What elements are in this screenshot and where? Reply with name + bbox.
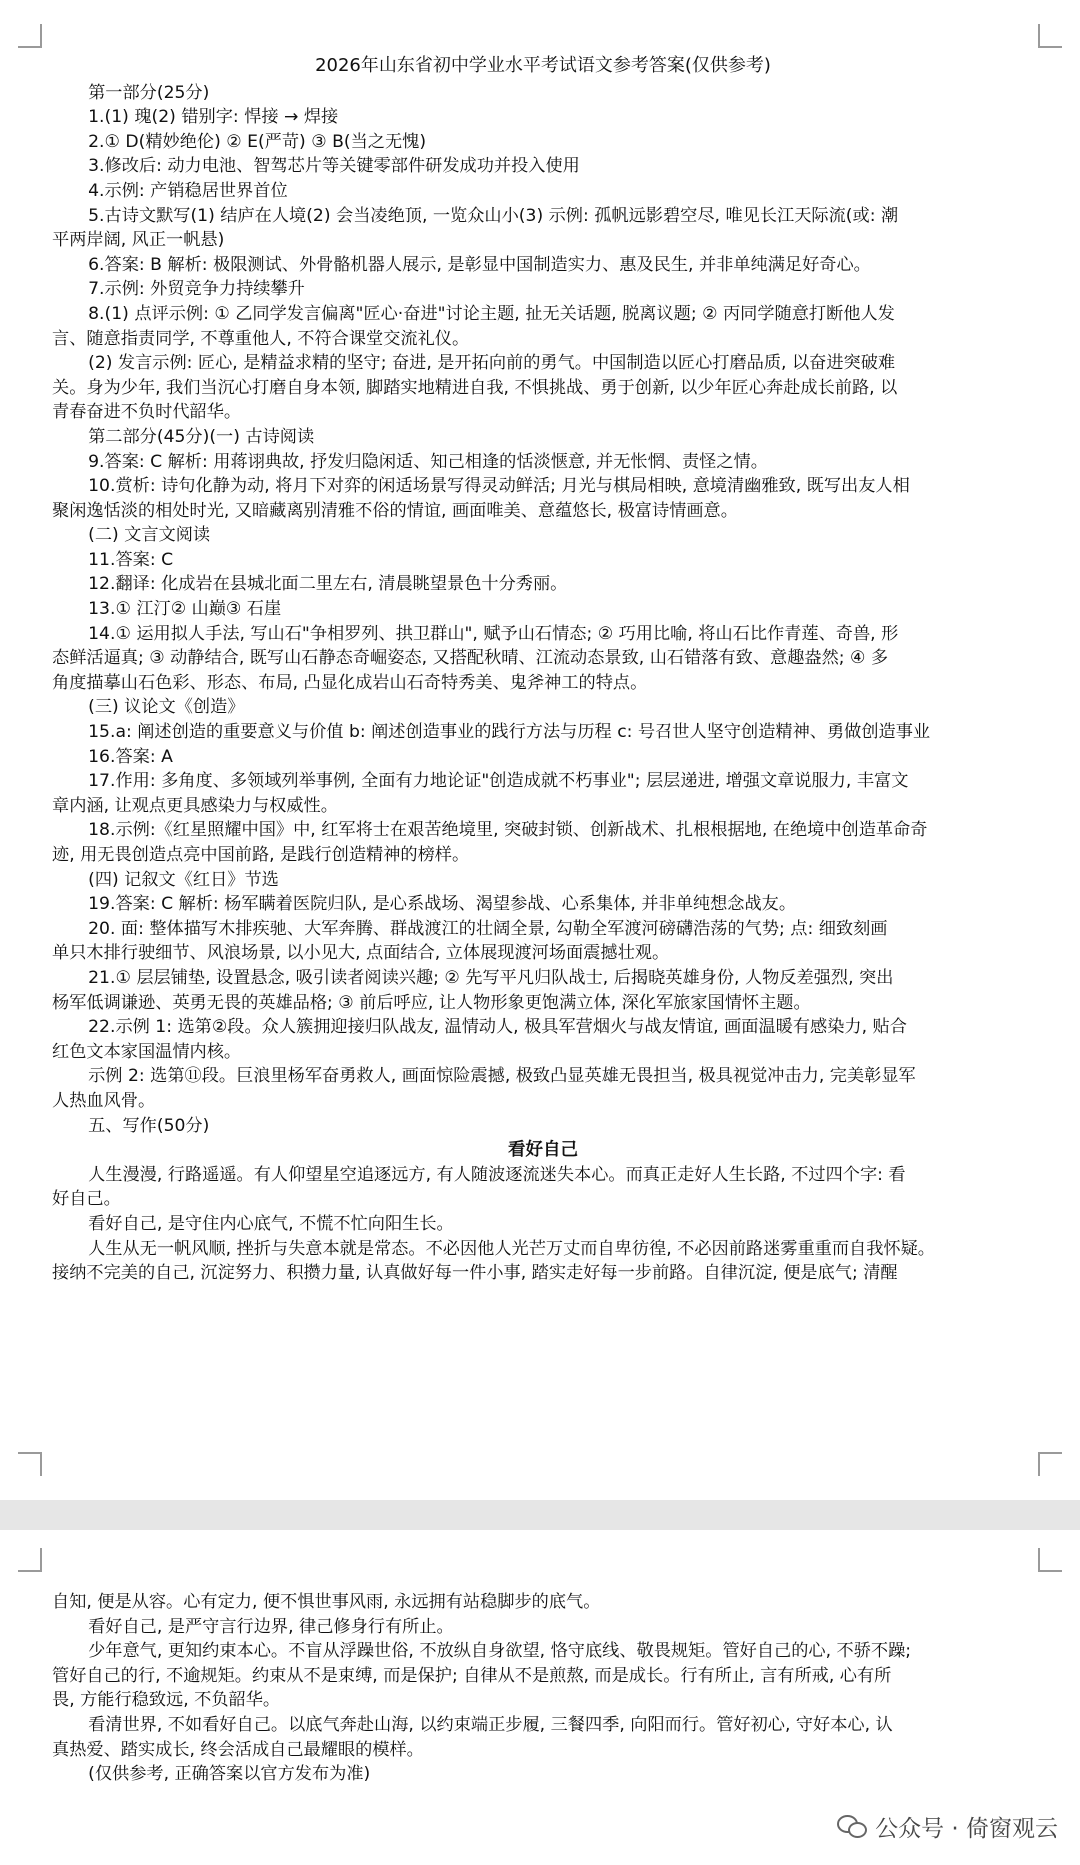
essay-title: 看好自己 [508, 1140, 578, 1161]
text-line: 好自己。 [52, 1189, 121, 1210]
text-line: 21.① 层层铺垫, 设置悬念, 吸引读者阅读兴趣; ② 先写平凡归队战士, 后揭晓英雄身份, 人物反差强烈, 突出 [88, 967, 894, 988]
text-line: 畏, 方能行稳致远, 不负韶华。 [52, 1690, 281, 1711]
text-line: 18.示例:《红星照耀中国》中, 红军将士在艰苦绝境里, 突破封锁、创新战术、扎根根据地, 在绝境中创造革命奇 [88, 820, 928, 841]
text-line: 人热血风骨。 [52, 1090, 156, 1111]
text-line: 红色文本家国温情内核。 [52, 1041, 242, 1062]
text-line: 聚闲逸恬淡的相处时光, 又暗藏离别清雅不俗的情谊, 画面唯美、意蕴悠长, 极富诗情画意。 [52, 500, 738, 521]
text-line: 22.示例 1: 选第②段。众人簇拥迎接归队战友, 温情动人, 极具军营烟火与战友情谊, 画面温暖有感染力, 贴合 [88, 1017, 907, 1038]
text-line: 看好自己, 是守住内心底气, 不慌不忙向阳生长。 [88, 1213, 454, 1234]
text-line: 13.① 江汀② 山巅③ 石崖 [88, 599, 282, 620]
text-line: 看清世界, 不如看好自己。以底气奔赴山海, 以约束端正步履, 三餐四季, 向阳而行。管好初心, 守好本心, 认 [88, 1714, 893, 1735]
text-line: 章内涵, 让观点更具感染力与权威性。 [52, 795, 338, 816]
text-line: (三) 议论文《创造》 [88, 697, 245, 718]
text-line: 7.示例: 外贸竞争力持续攀升 [88, 279, 305, 300]
text-line: 4.示例: 产销稳居世界首位 [88, 180, 288, 201]
text-line: (四) 记叙文《红日》节选 [88, 869, 279, 890]
text-line: (2) 发言示例: 匠心, 是精益求精的坚守; 奋进, 是开拓向前的勇气。中国制造以匠心打磨品质, 以奋进突破难 [88, 353, 896, 374]
text-line: 20. 面: 整体描写木排疾驰、大军奔腾、群战渡江的壮阔全景, 勾勒全军渡河磅礴浩荡的气势; 点: 细致刻画 [88, 918, 888, 939]
page-1-content [52, 54, 1034, 1286]
page-separator [0, 1500, 1080, 1530]
text-line: 平两岸阔, 风正一帆悬) [52, 230, 225, 251]
text-line: 角度描摹山石色彩、形态、布局, 凸显化成岩山石奇特秀美、鬼斧神工的特点。 [52, 672, 648, 693]
text-line: 接纳不完美的自己, 沉淀努力、积攒力量, 认真做好每一件小事, 踏实走好每一步前路。自律沉淀, 便是底气; 清醒 [52, 1263, 898, 1284]
text-line: 迹, 用无畏创造点亮中国前路, 是践行创造精神的榜样。 [52, 845, 470, 865]
text-line: 关。身为少年, 我们当沉心打磨自身本领, 脚踏实地精进自我, 不惧挑战、勇于创新, 以少年匠心奔赴成长前路, 以 [52, 377, 898, 398]
crop-mark-top-right [1038, 24, 1062, 48]
text-line: 五、写作(50分) [88, 1115, 210, 1136]
answer-lines [52, 81, 1034, 1139]
crop-mark-top-right [1038, 1548, 1062, 1572]
text-line: 17.作用: 多角度、多领域列举事例, 全面有力地论证"创造成就不朽事业"; 层层递进, 增强文章说服力, 丰富文 [88, 771, 909, 792]
crop-mark-top-left [18, 24, 42, 48]
text-line: (仅供参考, 正确答案以官方发布为准) [88, 1764, 371, 1785]
text-line: 9.答案: C 解析: 用蒋诩典故, 抒发归隐闲适、知己相逢的恬淡惬意, 并无怅惘、责怪之情。 [88, 451, 768, 472]
text-line: 自知, 便是从容。心有定力, 便不惧世事风雨, 永远拥有站稳脚步的底气。 [52, 1592, 601, 1612]
wechat-watermark [837, 1810, 1058, 1843]
text-line: 16.答案: A [88, 746, 173, 767]
crop-mark-bottom-left [18, 1452, 42, 1476]
crop-mark-top-left [18, 1548, 42, 1572]
text-line: 1.(1) 瑰(2) 错别字: 悍接 → 焊接 [88, 107, 339, 128]
text-line: 言、随意指责同学, 不尊重他人, 不符合课堂交流礼仪。 [52, 328, 470, 349]
text-line: 第一部分(25分) [88, 82, 210, 103]
text-line: 真热爱、踏实成长, 终会活成自己最耀眼的模样。 [52, 1739, 424, 1760]
text-line: 15.a: 阐述创造的重要意义与价值 b: 阐述创造事业的践行方法与历程 c: 号召世人坚守创造精神、勇做创造事业 [88, 722, 931, 743]
page-2-content [52, 1590, 1034, 1787]
text-line: 12.翻译: 化成岩在县城北面二里左右, 清晨眺望景色十分秀丽。 [88, 574, 568, 595]
text-line: (二) 文言文阅读 [88, 525, 211, 546]
text-line: 11.答案: C [88, 549, 174, 570]
document-title: 2026年山东省初中学业水平考试语文参考答案(仅供参考) [315, 55, 771, 76]
text-line: 2.① D(精妙绝伦) ② E(严苛) ③ B(当之无愧) [88, 131, 427, 152]
text-line: 8.(1) 点评示例: ① 乙同学发言偏离"匠心·奋进"讨论主题, 扯无关话题, 脱离议题; ② 丙同学随意打断他人发 [88, 303, 895, 324]
text-line: 6.答案: B 解析: 极限测试、外骨骼机器人展示, 是彰显中国制造实力、惠及民生, 并非单纯满足好奇心。 [88, 254, 871, 275]
text-line: 态鲜活逼真; ③ 动静结合, 既写山石静态奇崛姿态, 又搭配秋晴、江流动态景致, 山石错落有致、意趣盎然; ④ 多 [52, 648, 889, 669]
text-line: 第二部分(45分)(一) 古诗阅读 [88, 426, 315, 447]
document-page-2 [0, 1530, 1080, 1865]
text-line: 14.① 运用拟人手法, 写山石"争相罗列、拱卫群山", 赋予山石情态; ② 巧用比喻, 将山石比作青莲、奇兽, 形 [88, 623, 899, 644]
text-line: 10.赏析: 诗句化静为动, 将月下对弈的闲适场景写得灵动鲜活; 月光与棋局相映, 意境清幽雅致, 既写出友人相 [88, 476, 910, 497]
text-line: 人生漫漫, 行路遥遥。有人仰望星空追逐远方, 有人随波逐流迷失本心。而真正走好人生长路, 不过四个字: 看 [88, 1164, 906, 1185]
watermark-text: 公众号 · 倚窗观云 [875, 1816, 1058, 1842]
text-line: 单只木排行驶细节、风浪场景, 以小见大, 点面结合, 立体展现渡河场面震撼壮观。 [52, 943, 670, 964]
essay-lines [52, 1163, 1034, 1286]
text-line: 3.修改后: 动力电池、智驾芯片等关键零部件研发成功并投入使用 [88, 156, 580, 177]
text-line: 示例 2: 选第⑪段。巨浪里杨军奋勇救人, 画面惊险震撼, 极致凸显英雄无畏担当, 极具视觉冲击力, 完美彰显军 [88, 1066, 916, 1087]
crop-mark-bottom-right [1038, 1452, 1062, 1476]
text-line: 少年意气, 更知约束本心。不盲从浮躁世俗, 不放纵自身欲望, 恪守底线、敬畏规矩。管好自己的心, 不骄不躁; [88, 1641, 912, 1662]
text-line: 19.答案: C 解析: 杨军瞒着医院归队, 是心系战场、渴望参战、心系集体, 并非单纯想念战友。 [88, 894, 797, 915]
text-line: 杨军低调谦逊、英勇无畏的英雄品格; ③ 前后呼应, 让人物形象更饱满立体, 深化军旅家国情怀主题。 [52, 992, 811, 1013]
text-line: 人生从无一帆风顺, 挫折与失意本就是常态。不必因他人光芒万丈而自卑彷徨, 不必因前路迷雾重重而自我怀疑。 [88, 1238, 935, 1259]
text-line: 青春奋进不负时代韶华。 [52, 402, 242, 423]
text-line: 看好自己, 是严守言行边界, 律己修身行有所止。 [88, 1616, 454, 1637]
essay-continued-lines [52, 1590, 1034, 1787]
wechat-icon [837, 1815, 867, 1839]
text-line: 管好自己的行, 不逾规矩。约束从不是束缚, 而是保护; 自律从不是煎熬, 而是成长。行有所止, 言有所戒, 心有所 [52, 1665, 892, 1686]
text-line: 5.古诗文默写(1) 结庐在人境(2) 会当凌绝顶, 一览众山小(3) 示例: 孤帆远影碧空尽, 唯见长江天际流(或: 潮 [88, 205, 899, 226]
